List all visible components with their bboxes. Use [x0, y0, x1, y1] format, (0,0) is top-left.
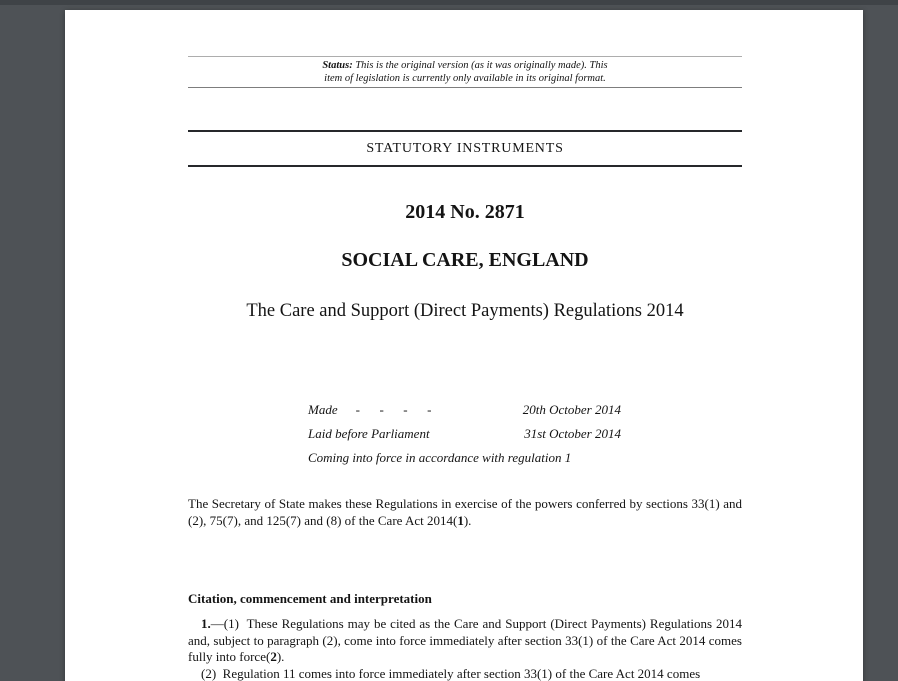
paragraph-1-text: —(1) These Regulations may be cited as the Care and Support (Direct Payments) Regulations 2014 and, subject to paragraph (2), come into force immediately after section 33(1) of the Care Act 2014 comes fully into force( [188, 616, 742, 664]
document-page [65, 10, 863, 681]
status-line-1-text: This is the original version (as it was originally made). This [352, 60, 608, 71]
footnote-marker-2: 2 [270, 649, 277, 664]
viewer-toolbar-edge [0, 0, 898, 5]
made-date: 20th October 2014 [522, 402, 621, 417]
page-content [188, 10, 742, 681]
preamble-text: The Secretary of State makes these Regulations in exercise of the powers conferred by sections 33(1) and (2), 75(7), and 125(7) and (8) of the Care Act 2014( [188, 496, 742, 528]
laid-label: Laid before Parliament [308, 426, 430, 441]
paragraph-1-after: ). [276, 649, 285, 664]
enactment-row-laid [308, 422, 621, 446]
status-line-2: item of legislation is currently only available in its original format. [324, 73, 606, 84]
document-title: The Care and Support (Direct Payments) Regulations 2014 [246, 301, 684, 321]
made-label: Made [308, 402, 338, 417]
made-dashes: - - - - [355, 402, 432, 417]
preamble-paragraph [188, 496, 742, 529]
document-subject: SOCIAL CARE, ENGLAND [341, 249, 589, 271]
enactment-row-force [308, 446, 621, 470]
enactment-dates [308, 398, 621, 470]
preamble-after: ). [463, 512, 472, 528]
status-line-1 [188, 59, 742, 72]
footnote-marker-1: 1 [457, 512, 464, 528]
section-heading: Citation, commencement and interpretation [188, 591, 432, 606]
regulation-paragraph-1 [188, 616, 742, 666]
banner-rule-bottom [188, 165, 742, 167]
laid-date: 31st October 2014 [524, 426, 621, 441]
regulation-paragraph-2: (2) Regulation 11 comes into force immediately after section 33(1) of the Care Act 2014 comes [201, 666, 701, 681]
status-label: Status: [322, 60, 353, 71]
statutory-instruments-banner: STATUTORY INSTRUMENTS [366, 141, 564, 156]
document-number: 2014 No. 2871 [405, 201, 525, 223]
status-notice [188, 56, 742, 88]
coming-into-force-text: Coming into force in accordance with regulation 1 [308, 450, 572, 465]
enactment-row-made [308, 398, 621, 422]
paragraph-1-number: 1. [201, 616, 211, 631]
